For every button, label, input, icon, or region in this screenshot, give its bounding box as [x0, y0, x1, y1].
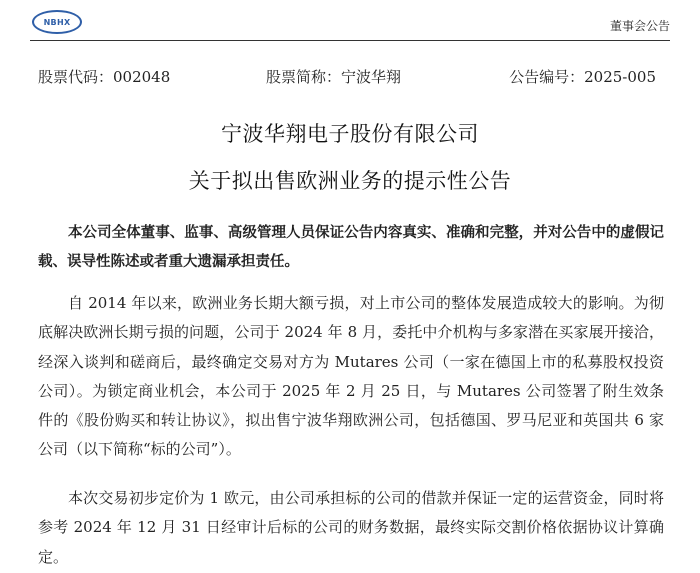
stock-code: 股票代码：002048 — [38, 68, 171, 86]
announcement-meta — [38, 66, 656, 86]
page-header — [0, 0, 700, 44]
announcement-title: 关于拟出售欧洲业务的提示性公告 — [188, 169, 512, 193]
responsibility-notice: 本公司全体董事、监事、高级管理人员保证公告内容真实、准确和完整，并对公告中的虚假记载、误导性陈述或者重大遗漏承担责任。 — [38, 225, 664, 270]
stock-abbreviation: 股票简称：宁波华翔 — [266, 68, 402, 86]
body-paragraph-2: 本次交易初步定价为 1 欧元，由公司承担标的公司的借款并保证一定的运营资金，同时将参考 2024 年 12 月 31 日经审计后标的公司的财务数据，最终实际交割价格依据协议计算确定。 — [38, 489, 664, 566]
header-divider — [30, 40, 670, 41]
company-title: 宁波华翔电子股份有限公司 — [221, 122, 479, 146]
header-title: 董事会公告 — [609, 19, 670, 33]
logo-text: NBHX — [43, 17, 71, 27]
company-logo — [32, 10, 82, 34]
body-paragraph-1: 自 2014 年以来，欧洲业务长期大额亏损，对上市公司的整体发展造成较大的影响。为彻底解决欧洲长期亏损的问题，公司于 2024 年 8 月，委托中介机构与多家潜在买家展开接洽，经深入谈判和磋商后，最终确定交易对方为 Mutares 公司（一家在德国上市的私募股权投资公司）。为锁定商业机会，本公司于 2025 年 2 月 25 日，与 Mutares 公司签署了附生效条件的《股份购买和转让协议》，拟出售宁波华翔欧洲公司，包括德国、罗马尼亚和英国共 6 家公司（以下简称“标的公司”）。 — [38, 294, 664, 459]
announcement-number: 公告编号：2025-005 — [509, 68, 656, 86]
